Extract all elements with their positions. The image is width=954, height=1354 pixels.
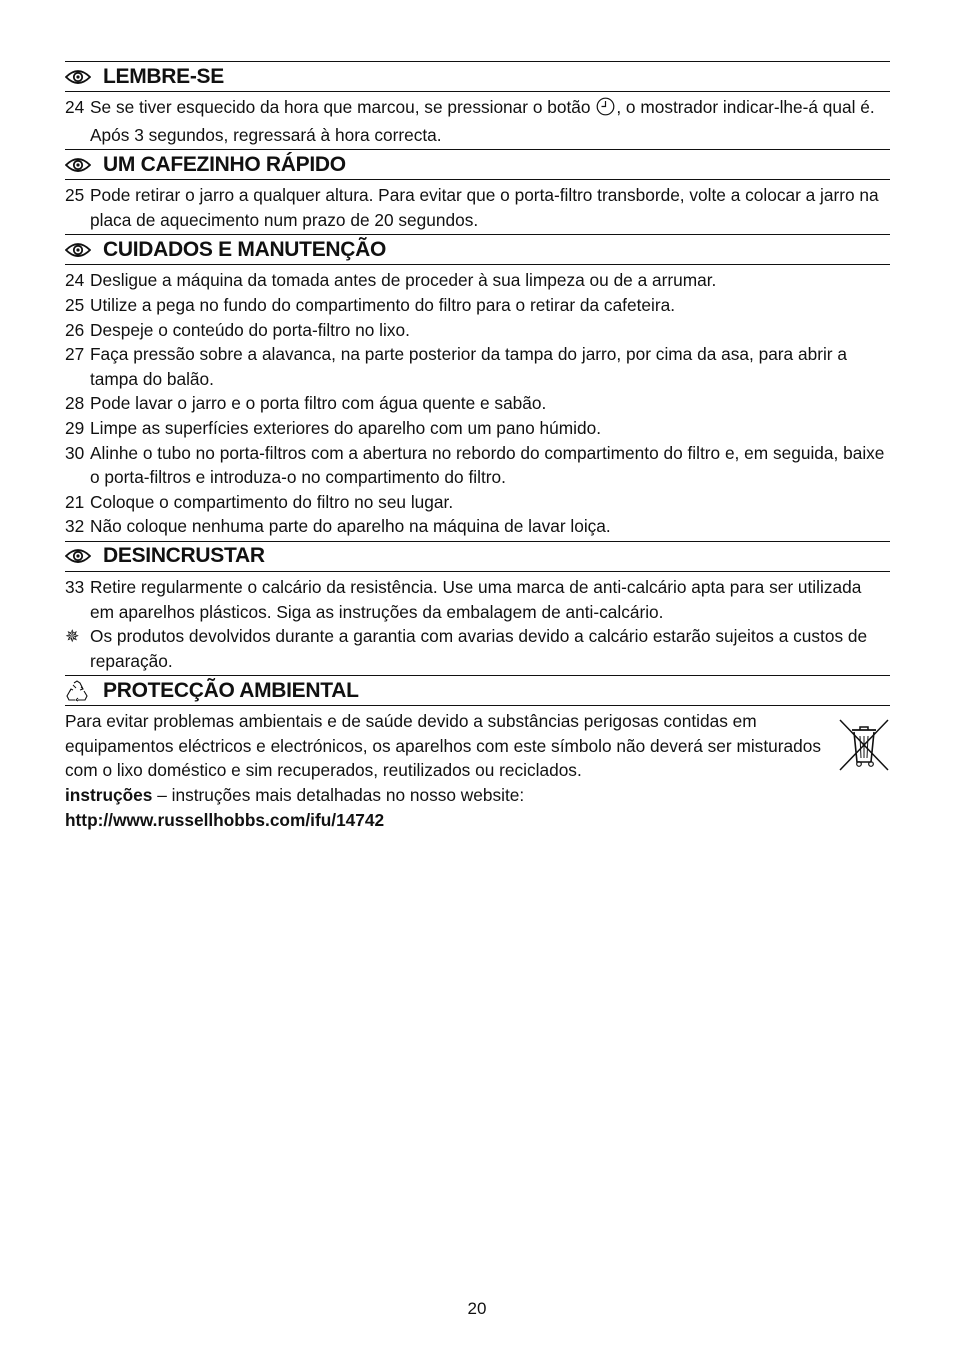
list-item <box>65 342 890 391</box>
list-item <box>65 624 890 673</box>
item-number: 30 <box>65 442 85 463</box>
item-text: Alinhe o tubo no porta-filtros com a abertura no rebordo do compartimento do filtro e, em seguida, baixe o porta-filtros e introduza-o no compartimento do filtro. <box>90 442 885 488</box>
section-heading-cafezinho <box>65 149 890 180</box>
list-item <box>65 575 890 624</box>
item-text: Retire regularmente o calcário da resistência. Use uma marca de anti-calcário apta para ser utilizada em aparelhos plásticos. Siga as instruções da embalagem de anti-calcário. <box>90 576 862 622</box>
section-heading-desincrustar <box>65 541 890 572</box>
eye-icon <box>65 546 91 566</box>
item-number: 24 <box>65 270 85 291</box>
list-item <box>65 268 890 293</box>
item-text: Desligue a máquina da tomada antes de proceder à sua limpeza ou de a arrumar. <box>90 270 717 291</box>
section-title: DESINCRUSTAR <box>103 544 265 568</box>
item-number: 26 <box>65 319 85 340</box>
eye-icon <box>65 155 91 175</box>
section-heading-ambiental <box>65 675 890 706</box>
warning-star-icon: ✵ <box>65 626 80 647</box>
section-title: CUIDADOS E MANUTENÇÃO <box>103 237 387 261</box>
list-item <box>65 391 890 416</box>
environment-paragraph: Para evitar problemas ambientais e de saúde devido a substâncias perigosas contidas em equipamentos eléctricos e electrónicos, os aparelhos com este símbolo não deverá ser misturados com o lixo doméstico e sim recuperados, reutilizados ou reciclados. <box>65 711 821 781</box>
item-number: 21 <box>65 491 85 512</box>
item-text: Se se tiver esquecido da hora que marcou, se pressionar o botão , o mostrador indicar-lhe-á qual é. Após 3 segundos, regressará à hora correcta. <box>90 97 875 145</box>
instructions-url[interactable]: http://www.russellhobbs.com/ifu/14742 <box>65 809 385 830</box>
item-number: 33 <box>65 576 85 597</box>
crossed-bin-icon <box>838 718 890 772</box>
list-item <box>65 514 890 539</box>
section-heading-cuidados <box>65 234 890 265</box>
recycle-icon <box>65 681 91 701</box>
section-items <box>65 180 890 234</box>
item-number: 24 <box>65 97 85 117</box>
item-number: 25 <box>65 294 85 315</box>
list-item <box>65 490 890 515</box>
item-text: Faça pressão sobre a alavanca, na parte posterior da tampa do jarro, por cima da asa, para abrir a tampa do balão. <box>90 344 847 389</box>
item-text: Pode lavar o jarro e o porta filtro com água quente e sabão. <box>90 393 547 414</box>
list-item <box>65 318 890 343</box>
instructions-label: instruções <box>65 785 153 806</box>
section-items <box>65 92 890 149</box>
section-title: LEMBRE-SE <box>103 64 224 88</box>
eye-icon <box>65 240 91 260</box>
list-item <box>65 95 890 147</box>
item-text: Limpe as superfícies exteriores do aparelho com um pano húmido. <box>90 417 602 438</box>
item-number: 32 <box>65 516 85 537</box>
item-number: 28 <box>65 393 85 414</box>
section-items <box>65 572 890 675</box>
item-number: 25 <box>65 185 85 206</box>
item-number: 27 <box>65 344 85 365</box>
item-text: Os produtos devolvidos durante a garantia com avarias devido a calcário estarão sujeitos a custos de reparação. <box>90 626 868 671</box>
item-text: Não coloque nenhuma parte do aparelho na máquina de lavar loiça. <box>90 516 611 537</box>
item-text: Despeje o conteúdo do porta-filtro no lixo. <box>90 319 410 340</box>
instructions-line <box>65 783 835 808</box>
clock-icon <box>596 97 615 123</box>
instructions-separator: – <box>152 785 172 806</box>
list-item <box>65 293 890 318</box>
item-text: Utilize a pega no fundo do compartimento do filtro para o retirar da cafeteira. <box>90 294 676 315</box>
item-text: Coloque o compartimento do filtro no seu lugar. <box>90 491 454 512</box>
section-title: PROTECÇÃO AMBIENTAL <box>103 678 359 702</box>
list-item <box>65 441 890 490</box>
section-items <box>65 265 890 541</box>
page-content <box>65 61 890 832</box>
list-item <box>65 416 890 441</box>
instructions-text: instruções mais detalhadas no nosso website: <box>171 785 525 806</box>
eye-icon <box>65 67 91 87</box>
item-number: 29 <box>65 417 85 438</box>
list-item <box>65 183 890 232</box>
section-heading-lembre <box>65 61 890 92</box>
item-text: Pode retirar o jarro a qualquer altura. Para evitar que o porta-filtro transborde, volte a colocar a jarro na placa de aquecimento num prazo de 20 segundos. <box>90 185 879 230</box>
section-title: UM CAFEZINHO RÁPIDO <box>103 152 346 176</box>
environment-block <box>65 706 890 832</box>
page-number: 20 <box>467 1299 487 1318</box>
